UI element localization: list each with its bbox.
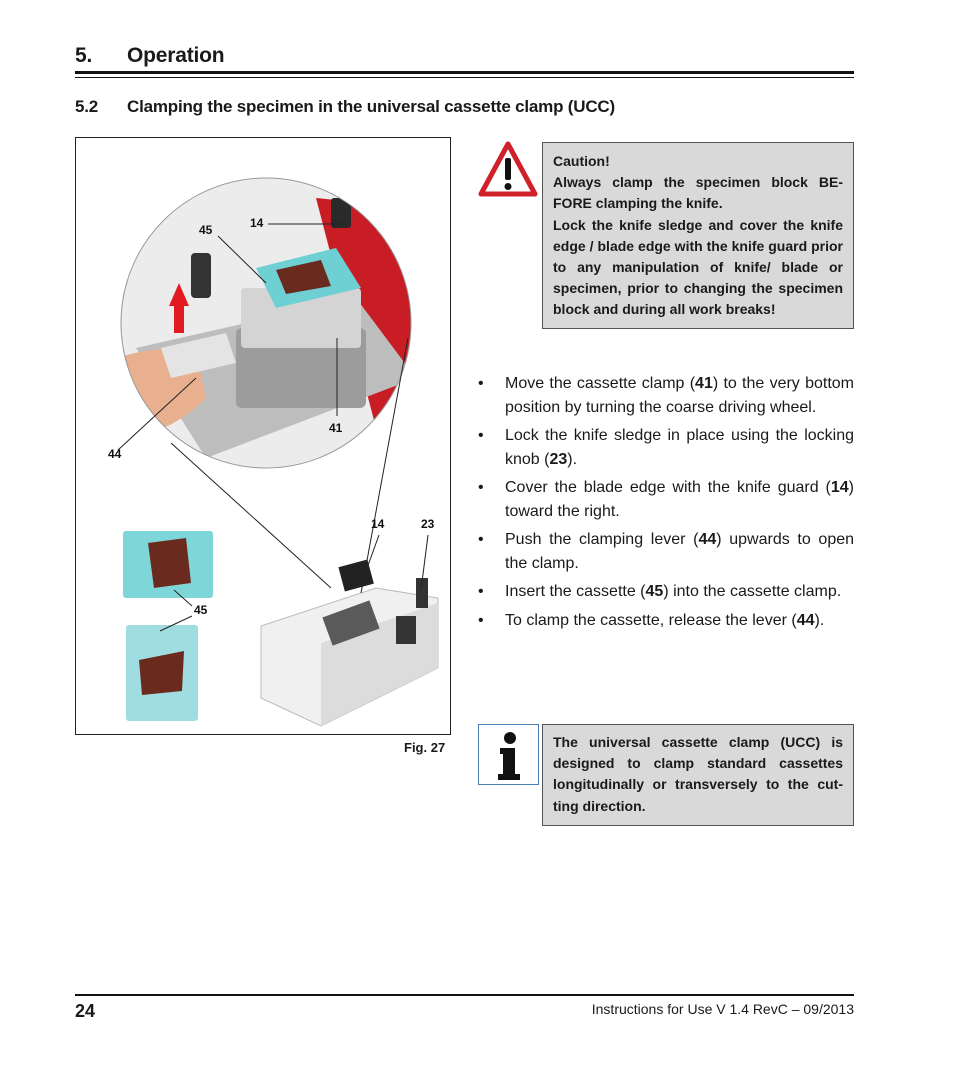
section-number: 5.2 bbox=[75, 97, 99, 116]
procedure-steps bbox=[478, 372, 854, 637]
footer-document-info: Instructions for Use V 1.4 RevC – 09/2013 bbox=[591, 1001, 854, 1017]
step-item: • Cover the blade edge with the knife guard (14) toward the right. bbox=[478, 476, 854, 523]
info-icon bbox=[478, 724, 539, 785]
caution-line-2: Lock the knife sledge and cover the knife edge / blade edge with the knife guard prior to any manipulation of knife/ blade or specimen, prior to changing the specimen block and during all work breaks! bbox=[553, 216, 843, 318]
bullet-icon: • bbox=[478, 427, 484, 444]
callout-45-top: 45 bbox=[199, 223, 213, 237]
caution-line-1: Always clamp the specimen block BE-FORE clamping the knife. bbox=[553, 174, 843, 212]
bullet-icon: • bbox=[478, 611, 484, 629]
header-rule-thick bbox=[75, 71, 854, 74]
step-item: • Insert the cassette (45) into the cassette clamp. bbox=[478, 580, 854, 604]
section-title: Clamping the specimen in the universal cassette clamp (UCC) bbox=[127, 97, 615, 116]
microtome-illustration bbox=[261, 560, 438, 726]
callout-41: 41 bbox=[329, 421, 343, 435]
step-item: • Move the cassette clamp (41) to the very bottom position by turning the coarse driving wheel. bbox=[478, 372, 854, 419]
figure-caption: Fig. 27 bbox=[404, 740, 446, 755]
chapter-title: Operation bbox=[127, 44, 225, 67]
bullet-icon: • bbox=[478, 375, 484, 392]
chapter-heading bbox=[75, 44, 224, 68]
callout-44: 44 bbox=[108, 447, 122, 461]
step-ref-number: 23 bbox=[549, 450, 568, 468]
footer-rule bbox=[75, 994, 854, 996]
cassette-bottom bbox=[126, 625, 198, 721]
header-rule-thin bbox=[75, 77, 854, 78]
step-ref-number: 44 bbox=[698, 531, 717, 548]
warning-triangle-icon bbox=[478, 141, 538, 202]
note-box: The universal cassette clamp (UCC) is designed to clamp standard cassettes longitudinally or transversely to the cut-ting direction. bbox=[542, 724, 854, 826]
callout-45-bottom: 45 bbox=[194, 603, 208, 617]
step-ref-number: 14 bbox=[830, 479, 849, 496]
step-ref-number: 45 bbox=[645, 583, 664, 600]
bullet-icon: • bbox=[478, 479, 484, 496]
step-ref-number: 41 bbox=[695, 375, 713, 392]
callout-14-top: 14 bbox=[250, 216, 264, 230]
bullet-icon: • bbox=[478, 583, 484, 600]
figure-27 bbox=[75, 137, 451, 735]
section-heading bbox=[75, 97, 615, 117]
step-item: • Lock the knife sledge in place using the locking knob (23). bbox=[478, 424, 854, 471]
figure-illustration bbox=[76, 138, 450, 734]
chapter-number: 5. bbox=[75, 44, 93, 67]
step-item: • To clamp the cassette, release the lever (44). bbox=[478, 609, 854, 633]
caution-box bbox=[542, 142, 854, 329]
caution-heading: Caution! bbox=[553, 153, 610, 169]
cassette-top bbox=[123, 531, 213, 598]
page-number: 24 bbox=[75, 1001, 96, 1021]
step-item: • Push the clamping lever (44) upwards to open the clamp. bbox=[478, 528, 854, 575]
step-ref-number: 44 bbox=[796, 611, 815, 629]
callout-23: 23 bbox=[421, 517, 435, 531]
bullet-icon: • bbox=[478, 531, 484, 548]
callout-14-bottom: 14 bbox=[371, 517, 385, 531]
